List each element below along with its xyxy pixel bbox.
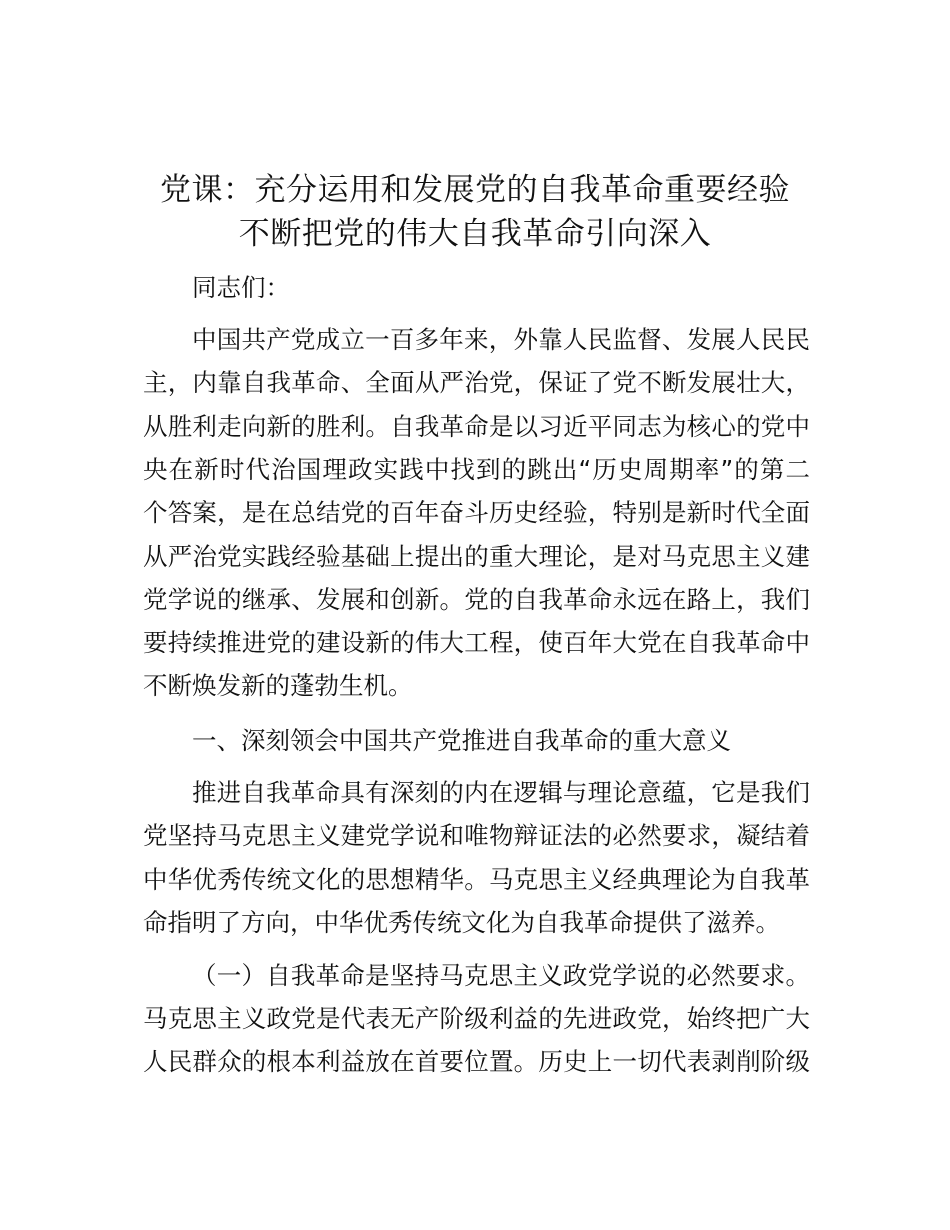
paragraph2-line: 党坚持马克思主义建党学说和唯物辩证法的必然要求，凝结着 bbox=[143, 821, 810, 850]
section-heading-1: 一、深刻领会中国共产党推进自我革命的重大意义 bbox=[192, 726, 731, 755]
paragraph2-line: 推进自我革命具有深刻的内在逻辑与理论意蕴，它是我们 bbox=[192, 778, 810, 807]
document-title-line-1: 党课：充分运用和发展党的自我革命重要经验 bbox=[160, 172, 790, 208]
paragraph1-line: 中国共产党成立一百多年来，外靠人民监督、发展人民民 bbox=[192, 325, 810, 354]
paragraph1-line: 从胜利走向新的胜利。自我革命是以习近平同志为核心的党中 bbox=[143, 412, 810, 441]
paragraph1-line: 要持续推进党的建设新的伟大工程，使百年大党在自我革命中 bbox=[143, 628, 810, 657]
paragraph3-line: 人民群众的根本利益放在首要位置。历史上一切代表剥削阶级 bbox=[143, 1047, 810, 1076]
paragraph1-line: 主，内靠自我革命、全面从严治党，保证了党不断发展壮大， bbox=[143, 368, 810, 397]
salutation: 同志们： bbox=[192, 273, 290, 302]
paragraph3-line: （一）自我革命是坚持马克思主义政党学说的必然要求。 bbox=[192, 961, 810, 990]
paragraph1-line: 个答案，是在总结党的百年奋斗历史经验，特别是新时代全面 bbox=[143, 498, 810, 527]
paragraph1-line: 央在新时代治国理政实践中找到的跳出“历史周期率”的第二 bbox=[143, 455, 810, 484]
paragraph2-line: 命指明了方向，中华优秀传统文化为自我革命提供了滋养。 bbox=[143, 908, 780, 937]
paragraph2-line: 中华优秀传统文化的思想精华。马克思主义经典理论为自我革 bbox=[143, 865, 810, 894]
paragraph1-line: 党学说的继承、发展和创新。党的自我革命永远在路上，我们 bbox=[143, 585, 810, 614]
document-title-line-2: 不断把党的伟大自我革命引向深入 bbox=[238, 216, 712, 252]
paragraph1-line: 不断焕发新的蓬勃生机。 bbox=[143, 671, 413, 700]
paragraph1-line: 从严治党实践经验基础上提出的重大理论，是对马克思主义建 bbox=[143, 542, 810, 571]
paragraph3-line: 马克思主义政党是代表无产阶级利益的先进政党，始终把广大 bbox=[143, 1004, 810, 1033]
